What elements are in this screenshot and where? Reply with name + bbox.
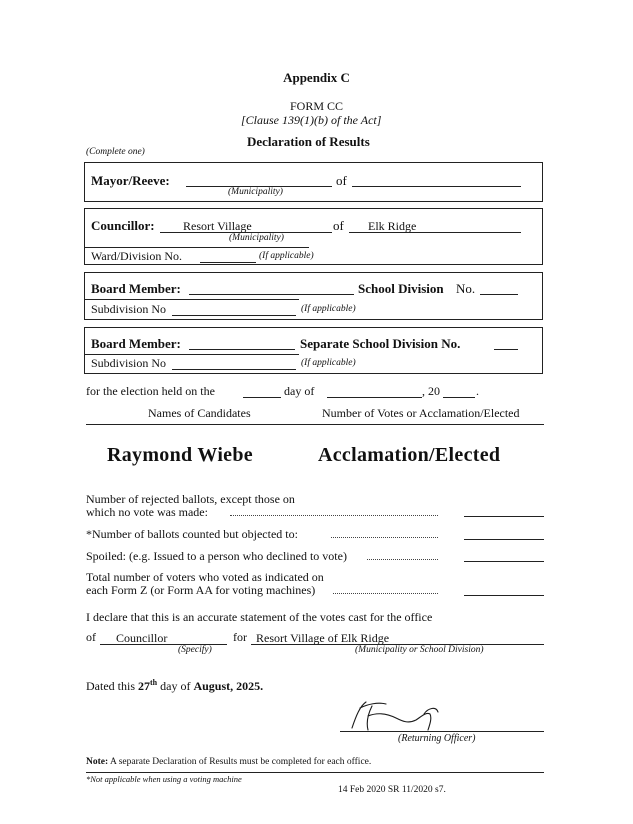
dated-prefix: Dated this <box>86 679 135 693</box>
total-label-line1: Total number of voters who voted as indicated on <box>86 570 324 584</box>
election-year-label: , 20 <box>422 384 440 398</box>
results-header-rule <box>86 424 544 425</box>
signature-image <box>338 694 448 736</box>
separate-board-member-label: Board Member: <box>91 336 181 351</box>
election-day-of-label: day of <box>284 384 315 398</box>
councillor-value: Resort Village <box>183 219 252 233</box>
declaration-for-value: Resort Village of Elk Ridge <box>256 631 390 645</box>
specify-hint: (Specify) <box>178 645 212 655</box>
signature-line <box>340 731 544 732</box>
dated-date: August, 2025. <box>193 679 264 693</box>
col-votes-header: Number of Votes or Acclamation/Elected <box>322 406 520 420</box>
dated-day-suffix: th <box>150 678 158 687</box>
school-division-line <box>480 294 518 295</box>
declaration-office: Councillor <box>116 631 168 645</box>
separate-subdivision-line <box>172 369 296 370</box>
councillor-label: Councillor: <box>91 218 155 233</box>
returning-officer-label: (Returning Officer) <box>398 733 476 744</box>
separate-board-member-divider <box>84 354 299 355</box>
municipality-division-hint: (Municipality or School Division) <box>355 645 484 655</box>
separate-subdivision-hint: (If applicable) <box>301 358 356 368</box>
form-title: Declaration of Results <box>247 134 370 149</box>
ward-hint: (If applicable) <box>259 251 314 261</box>
separate-school-division-label: Separate School Division No. <box>300 336 461 351</box>
clause-reference: [Clause 139(1)(b) of the Act] <box>241 113 382 127</box>
subdivision-label: Subdivision No <box>91 302 167 316</box>
candidate-name: Raymond Wiebe <box>107 444 253 466</box>
citation: 14 Feb 2020 SR 11/2020 s7. <box>338 785 446 795</box>
separate-board-member-line <box>189 349 295 350</box>
total-label-line2: each Form Z (or Form AA for voting machines) <box>86 583 316 597</box>
school-division-no: No. <box>456 281 476 296</box>
election-held-label: for the election held on the <box>86 384 215 398</box>
spoiled-value-line <box>464 561 544 562</box>
appendix-heading: Appendix C <box>283 70 350 85</box>
rejected-value-line <box>464 516 544 517</box>
councillor-municipality-hint: (Municipality) <box>229 233 284 243</box>
mayor-of-label: of <box>336 173 347 188</box>
councillor-of-value: Elk Ridge <box>368 219 417 233</box>
declaration-text: I declare that this is an accurate statement of the votes cast for the office <box>86 610 433 624</box>
footer-rule <box>86 772 544 773</box>
objected-value-line <box>464 539 544 540</box>
mayor-municipality-line <box>352 186 521 187</box>
councillor-of-line <box>349 232 521 233</box>
separate-school-division-line <box>494 349 518 350</box>
candidate-outcome: Acclamation/Elected <box>318 444 501 466</box>
declaration-of-label: of <box>86 630 96 644</box>
footnote: *Not applicable when using a voting machine <box>86 774 242 784</box>
election-day-line <box>243 397 281 398</box>
election-year-line <box>443 397 475 398</box>
mayor-municipality-hint: (Municipality) <box>228 187 283 197</box>
total-value-line <box>464 595 544 596</box>
mayor-label: Mayor/Reeve: <box>91 173 170 188</box>
school-division-label: School Division <box>358 281 444 296</box>
footer-note-label: Note: <box>86 757 109 767</box>
ward-label: Ward/Division No. <box>91 249 183 263</box>
dated-day: 27 <box>138 679 150 693</box>
subdivision-line <box>172 315 296 316</box>
footer-note <box>86 757 371 767</box>
board-member-line <box>189 294 354 295</box>
spoiled-label: Spoiled: (e.g. Issued to a person who declined to vote) <box>86 549 347 563</box>
rejected-label-line1: Number of rejected ballots, except those on <box>86 492 295 506</box>
dated-day-of: day of <box>160 679 191 693</box>
complete-one-note: (Complete one) <box>86 147 145 157</box>
councillor-divider <box>84 247 309 248</box>
separate-subdivision-label: Subdivision No <box>91 356 167 370</box>
declaration-for-label: for <box>233 630 247 644</box>
dated-line <box>86 678 263 694</box>
board-member-divider <box>84 299 299 300</box>
ward-line <box>200 262 256 263</box>
objected-label: *Number of ballots counted but objected to: <box>86 527 298 541</box>
election-month-line <box>327 397 422 398</box>
board-member-label: Board Member: <box>91 281 181 296</box>
footer-note-text: A separate Declaration of Results must be completed for each office. <box>110 757 372 767</box>
rejected-label-line2: which no vote was made: <box>86 505 208 519</box>
subdivision-hint: (If applicable) <box>301 304 356 314</box>
councillor-of-label: of <box>333 218 344 233</box>
form-id: FORM CC <box>290 99 344 113</box>
col-names-header: Names of Candidates <box>148 406 251 420</box>
